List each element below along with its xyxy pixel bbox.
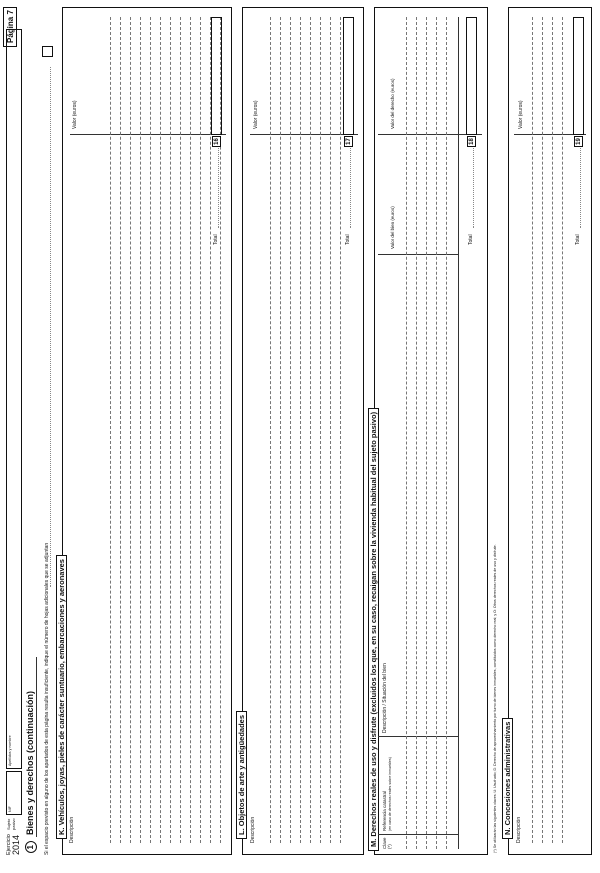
- m-footnote-prefix: (*) Se utilizarán las siguientes claves:: [493, 793, 497, 853]
- k-total-label: Total: [213, 234, 219, 245]
- section-number-circle: [25, 841, 37, 853]
- note-text: Si el espacio previsto en alguno de los apartados de esta página resulta insuficiente, indique el número de hojas adicionales que se adjuntan: [44, 542, 50, 855]
- n-valor-header: Valor (euros): [518, 100, 524, 129]
- section-number: 1: [26, 845, 35, 850]
- m-ref-header: Referencia catastral: [382, 790, 387, 831]
- m-footnote-o: O: Otros derechos reales de uso y disfrute.: [493, 544, 497, 613]
- nif-label: NIF: [8, 806, 12, 812]
- l-valor-header: Valor (euros): [253, 100, 259, 129]
- n-total-label: Total: [575, 234, 581, 245]
- section-l-title: L. Objetos de arte y antigüedades: [236, 711, 247, 839]
- m-footnote-d: D: Derecho de aprovechamiento por turno de bienes inmuebles, constituidos como derecho real; y: [493, 613, 497, 771]
- ejercicio-label: Ejercicio: [6, 834, 12, 855]
- k-rows-area[interactable]: [110, 17, 226, 843]
- k-box-16: 16: [212, 136, 221, 147]
- m-valor-bien-header: Valor del bien (euros): [390, 206, 395, 249]
- l-box-17: 17: [344, 136, 353, 147]
- hojas-adicionales-checkbox[interactable]: [42, 46, 53, 57]
- section-k-title: K. Vehículos, joyas, pieles de carácter suntuario, embarcaciones y aeronaves: [56, 555, 67, 839]
- m-footnote-u: U: Usufructo;: [493, 771, 497, 793]
- n-total-field[interactable]: [573, 17, 584, 135]
- m-clave-header: Clave (*): [382, 837, 392, 849]
- m-total-label: Total: [468, 234, 474, 245]
- k-descripcion-header: Descripción: [69, 816, 75, 843]
- section-m-title: M. Derechos reales de uso y disfrute (excluidos los que, en su caso, recaigan sobre la vivienda habitual del sujeto pasivo): [368, 408, 379, 851]
- m-descripcion-header: Descripción / Situación del bien: [382, 663, 388, 733]
- l-rows-area[interactable]: [270, 17, 350, 843]
- k-valor-header: Valor (euros): [72, 100, 78, 129]
- m-footnote: [493, 544, 497, 853]
- section-title: Bienes y derechos (continuación): [25, 690, 35, 835]
- year: 2014: [11, 834, 21, 855]
- page-label: Página 7: [6, 10, 15, 43]
- nombre-label: Apellidos y nombre: [8, 735, 12, 766]
- l-total-field[interactable]: [343, 17, 354, 135]
- m-rows-area[interactable]: [406, 17, 458, 849]
- m-box-18: 18: [467, 136, 476, 147]
- nombre-field[interactable]: [6, 29, 22, 769]
- m-total-field[interactable]: [466, 17, 477, 135]
- l-descripcion-header: Descripción: [250, 816, 256, 843]
- section-n-title: N. Concesiones administrativas: [502, 718, 513, 839]
- l-total-label: Total: [345, 234, 351, 245]
- k-total-field[interactable]: [211, 17, 222, 135]
- page-number: [3, 7, 17, 47]
- n-box-19: 19: [574, 136, 583, 147]
- nif-field[interactable]: [6, 771, 22, 815]
- m-ref-sub: (en caso de derechos reales sobre inmuebles): [388, 757, 392, 831]
- m-valor-derecho-header: Valor del derecho (euros): [390, 78, 395, 129]
- sujeto-pasivo-label: Sujeto pasivo: [6, 818, 16, 830]
- n-rows-area[interactable]: [532, 17, 572, 843]
- n-descripcion-header: Descripción: [516, 816, 522, 843]
